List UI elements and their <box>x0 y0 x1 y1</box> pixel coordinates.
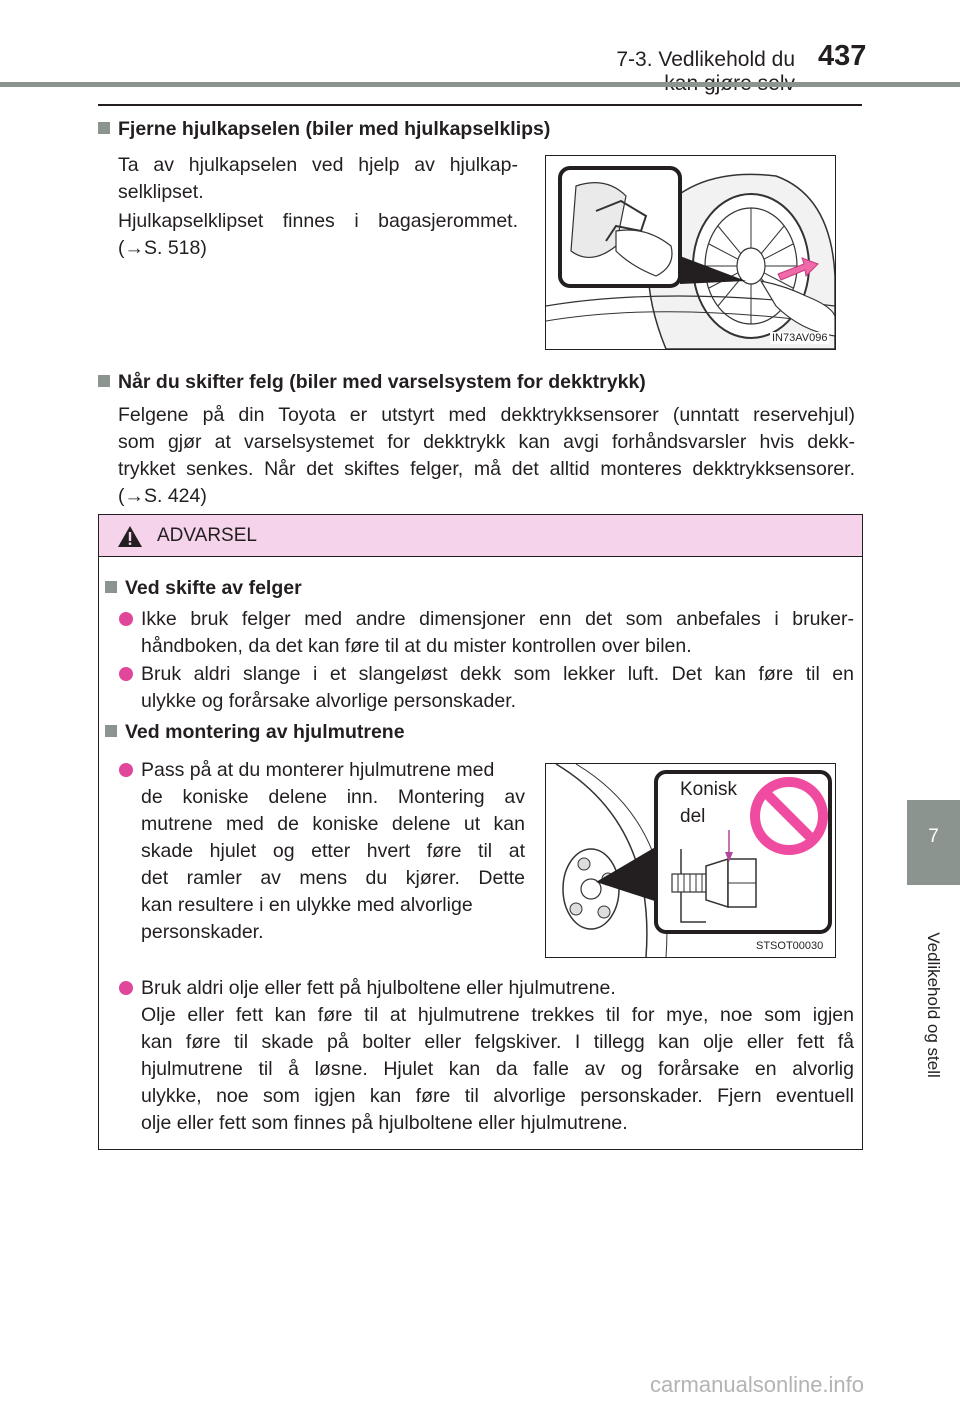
header-rule <box>0 82 960 87</box>
square-bullet-icon <box>105 581 117 593</box>
warning-bullet-oil: Bruk aldri olje eller fett på hjulboltene eller hjulmutrene. Olje eller fett kan føre til at hjulmutrene trekkes til for mye, noe som igjen kan føre til skade på bolter eller felgskiver. I tillegg kan olje eller fett få hjulmutrene til å løsne. Hjulet kan da falle av og forårsake en alvorlig ulykke, noe som igjen kan føre til alvorlige personskader. Fjern eventuell olje eller fett som finnes på hjulboltene eller hjulmutrene. <box>141 975 854 1137</box>
conical-part-label: Konisk del <box>680 776 737 830</box>
section-heading-hubcap: Fjerne hjulkapselen (biler med hjulkapselklips) <box>98 118 550 141</box>
section-heading-rim-change: Når du skifter felg (biler med varselsystem for dekktrykk) <box>98 371 646 394</box>
figure-code: IN73AV096 <box>772 332 828 344</box>
warning-triangle-icon <box>117 525 143 548</box>
hubcap-removal-figure <box>545 155 836 350</box>
warning-header <box>99 515 862 557</box>
chapter-tab-number: 7 <box>928 826 939 847</box>
bullet-dot-icon <box>119 667 133 681</box>
conical-nut-figure <box>545 763 836 958</box>
square-bullet-icon <box>98 122 110 134</box>
bullet-dot-icon <box>119 763 133 777</box>
content-top-rule <box>98 104 862 106</box>
hubcap-instruction: Ta av hjulkapselen ved hjelp av hjulkap- selklipset. <box>118 154 518 203</box>
figure-code: STSOT00030 <box>756 940 824 952</box>
warning-heading-nuts: Ved montering av hjulmutrene <box>105 721 405 744</box>
rim-change-text: Felgene på din Toyota er utstyrt med dekktrykksensorer (unntatt reservehjul) som gjør at varselsystemet for dekktrykk kan avgi forhåndsvarsler hvis dekk- trykket senkes. Når det skiftes felger, må det alltid monteres dekktrykksensorer. (→S. 424) <box>118 404 855 507</box>
hubcap-removal-illustration <box>546 156 835 349</box>
section-title: 7-3. Vedlikehold du <box>616 48 795 71</box>
warning-box <box>98 514 863 1150</box>
warning-heading-rims: Ved skifte av felger <box>105 577 302 600</box>
warning-bullet-conical: Pass på at du monterer hjulmutrene med de koniske delene inn. Montering av mutrene med de koniske delene ut kan skade hjulet og etter hvert føre til at det ramler av mens du kjører. Dette kan resultere i en ulykke med alvorlige personskader. <box>141 757 525 946</box>
bullet-dot-icon <box>119 981 133 995</box>
bullet-dot-icon <box>119 612 133 626</box>
page-number: 437 <box>818 40 867 72</box>
warning-bullet-tube: Bruk aldri slange i et slangeløst dekk som lekker luft. Det kan føre til en ulykke og forårsake alvorlige personskader. <box>141 661 854 715</box>
warning-title: ADVARSEL <box>157 525 257 546</box>
square-bullet-icon <box>98 375 110 387</box>
watermark: carmanualsonline.info <box>650 1372 865 1397</box>
hubcap-clip-location: Hjulkapselklipset finnes i bagasjerommet. (→S. 518) <box>118 210 518 259</box>
chapter-tab-label: Vedlikehold og stell <box>924 932 943 1078</box>
square-bullet-icon <box>105 725 117 737</box>
warning-bullet-dimensions: Ikke bruk felger med andre dimensjoner enn det som anbefales i bruker- håndboken, da det kan føre til at du mister kontrollen over bilen. <box>141 606 854 660</box>
